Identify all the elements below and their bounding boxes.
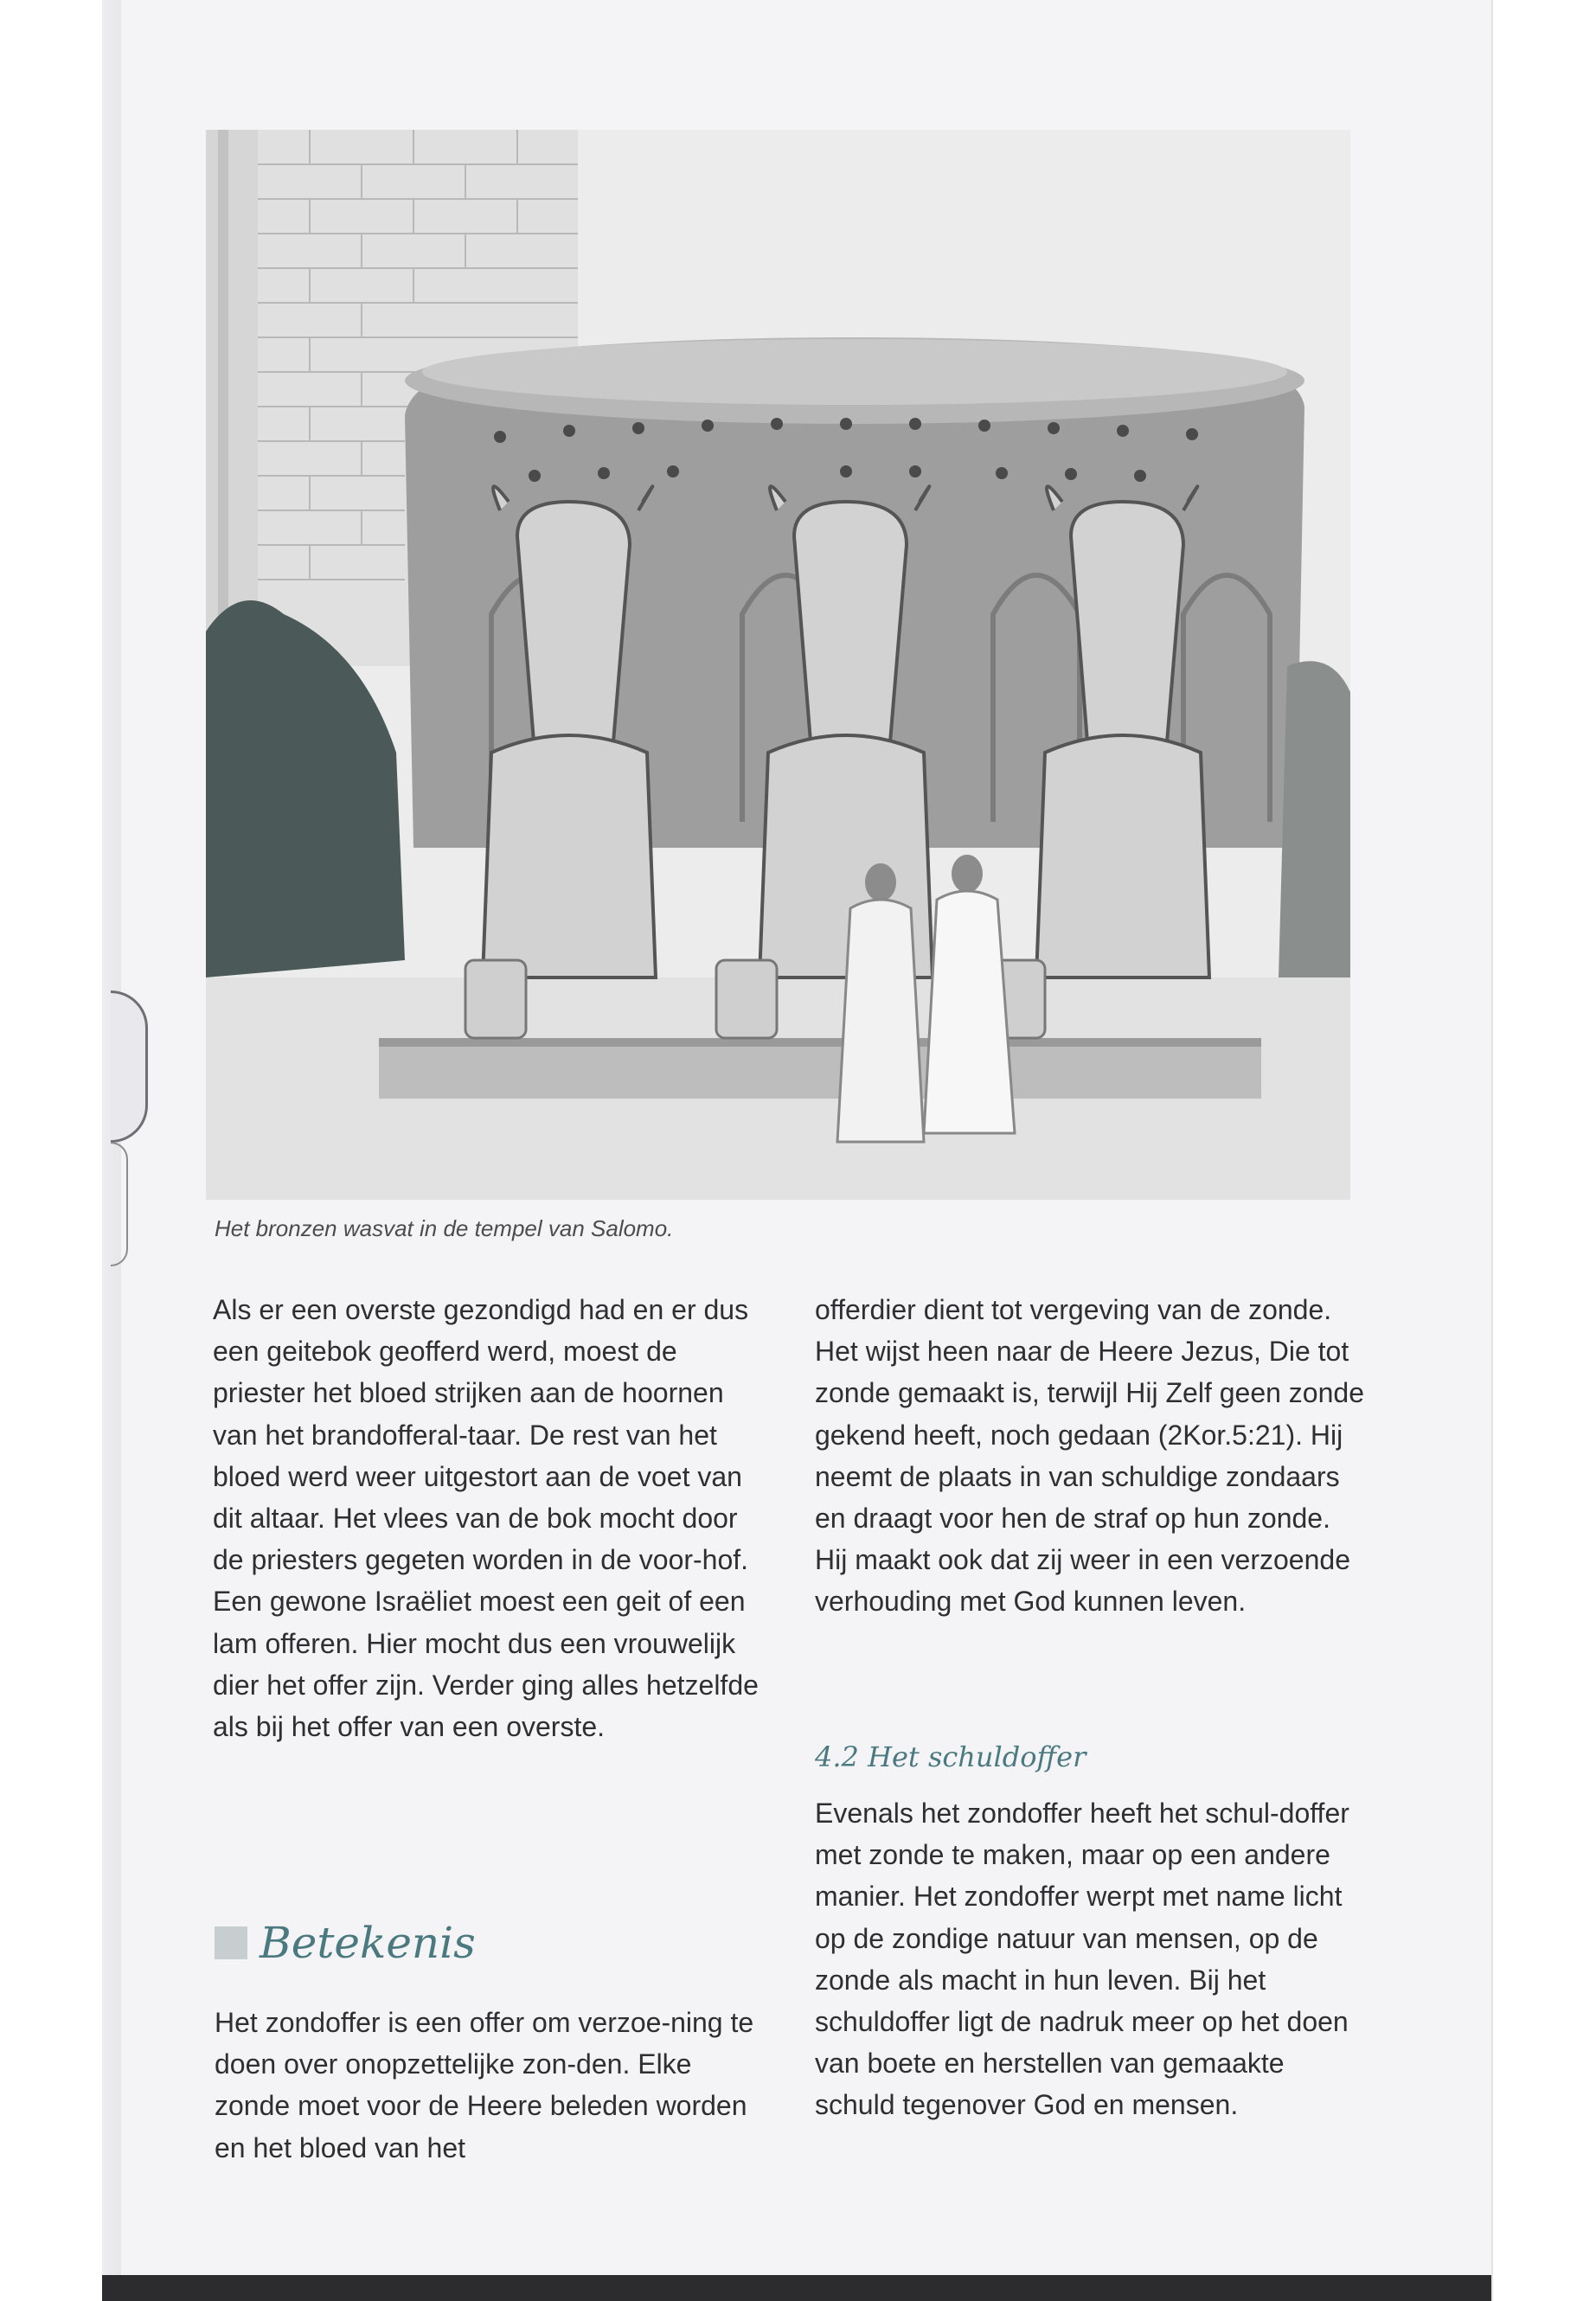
chapter-tab-marker [111, 990, 148, 1143]
section-heading [215, 1917, 476, 1969]
right-column-continued [815, 1792, 1368, 2126]
chapter-tab-marker-small [111, 1142, 128, 1266]
left-column [213, 1289, 766, 1747]
paragraph: Het zondoffer is een offer om verzoe-ning te doen over onopzettelijke zon-den. Elke zonde moet voor de Heere beleden worden en het bloed van het [215, 2007, 754, 2163]
left-column-continued [215, 2002, 768, 2169]
right-column [815, 1289, 1368, 1623]
page-right-margin [1491, 0, 1596, 2301]
heading-square-icon [215, 1926, 247, 1959]
page-bottom-edge [102, 2275, 1491, 2301]
subsection-heading: 4.2 Het schuldoffer [815, 1740, 1086, 1773]
paragraph: Evenals het zondoffer heeft het schul-doffer met zonde te maken, maar op een andere manier. Het zondoffer werpt met name licht op de zondige natuur van mensen, op de zonde als macht in hun leven. Bij het schuldoffer ligt de nadruk meer op het doen van boete en herstellen van gemaakte schuld tegenover God en mensen. [815, 1798, 1349, 2121]
platform [379, 1038, 1261, 1099]
paragraph: offerdier dient tot vergeving van de zonde. Het wijst heen naar de Heere Jezus, Die tot zonde gemaakt is, terwijl Hij Zelf geen zonde gekend heeft, noch gedaan (2Kor.5:21). Hij neemt de plaats in van schuldige zondaars en draagt voor hen de straf op hun zonde. Hij maakt ook dat zij weer in een verzoende verhouding met God kunnen leven. [815, 1294, 1364, 1618]
temple-laver-illustration [206, 130, 1350, 1200]
figure-caption: Het bronzen wasvat in de tempel van Salomo. [215, 1215, 674, 1241]
paragraph: Als er een overste gezondigd had en er dus een geitebok geofferd werd, moest de priester het bloed strijken aan de hoornen van het brandofferal-taar. De rest van het bloed werd weer uitgestort aan de voet van dit altaar. Het vlees van de bok mocht door de priesters gegeten worden in de voor-hof. [213, 1294, 749, 1576]
paragraph: Een gewone Israëliet moest een geit of een lam offeren. Hier mocht dus een vrouwelijk dier het offer zijn. Verder ging alles hetzelfde als bij het offer van een overste. [213, 1586, 759, 1743]
section-heading-text: Betekenis [260, 1918, 476, 1968]
